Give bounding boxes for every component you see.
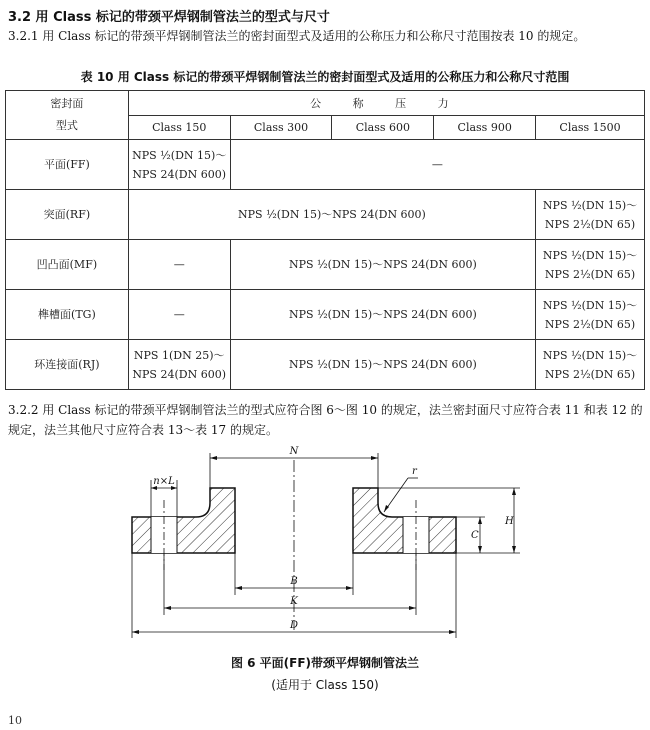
range-cell: NPS ½(DN 15)～NPS 24(DN 600)	[230, 290, 535, 340]
figure-subcaption: (适用于 Class 150)	[271, 678, 379, 692]
page-number: 10	[8, 714, 22, 727]
pressure-header: 公 称 压 力	[128, 91, 644, 116]
face-type-cell: 平面(FF)	[6, 140, 129, 190]
range-cell: NPS ½(DN 15)～NPS 24(DN 600)	[230, 240, 535, 290]
range-cell: NPS ½(DN 15)～ NPS 2½(DN 65)	[536, 240, 645, 290]
table-row	[6, 290, 645, 340]
label-h: H	[505, 516, 514, 527]
face-type-cell: 凹凸面(MF)	[6, 240, 129, 290]
range-cell: NPS ½(DN 15)～NPS 24(DN 600)	[128, 190, 535, 240]
face-type-cell: 环连接面(RJ)	[6, 340, 129, 390]
range-cell: —	[128, 290, 230, 340]
label-n: N	[289, 446, 299, 457]
class-header: Class 150	[128, 116, 230, 140]
label-b: B	[290, 576, 298, 587]
table-caption: 表 10 用 Class 标记的带颈平焊钢制管法兰的密封面型式及适用的公称压力和公称尺寸范围	[80, 70, 570, 84]
range-cell: NPS ½(DN 15)～ NPS 24(DN 600)	[128, 140, 230, 190]
section-heading: 3.2 用 Class 标记的带颈平焊钢制管法兰的型式与尺寸	[8, 10, 330, 25]
face-type-cell: 榫槽面(TG)	[6, 290, 129, 340]
flange-section-left	[132, 488, 235, 553]
label-nxl: n×L	[153, 476, 175, 487]
range-cell: NPS ½(DN 15)～ NPS 2½(DN 65)	[536, 190, 645, 240]
face-type-cell: 突面(RF)	[6, 190, 129, 240]
paragraph-3-2-1: 3.2.1 用 Class 标记的带颈平焊钢制管法兰的密封面型式及适用的公称压力和公称尺寸范围按表 10 的规定。	[8, 29, 586, 43]
label-r: r	[412, 466, 417, 477]
paragraph-3-2-2: 3.2.2 用 Class 标记的带颈平焊钢制管法兰的型式应符合图 6～图 10 的规定，法兰密封面尺寸应符合表 11 和表 12 的规定，法兰其他尺寸应符合表 13～表 17 的规定。	[8, 403, 643, 437]
flange-drawing	[0, 440, 650, 650]
figure-caption: 图 6 平面(FF)带颈平焊钢制管法兰	[230, 656, 420, 670]
range-cell: NPS ½(DN 15)～ NPS 2½(DN 65)	[536, 290, 645, 340]
pressure-range-table	[5, 90, 645, 390]
label-c: C	[471, 530, 479, 541]
table-row	[6, 340, 645, 390]
label-d: D	[289, 620, 299, 631]
class-header: Class 600	[332, 116, 434, 140]
table-row	[6, 240, 645, 290]
range-cell: NPS 1(DN 25)～ NPS 24(DN 600)	[128, 340, 230, 390]
label-k: K	[290, 596, 298, 607]
face-type-header: 密封面 型式	[6, 91, 129, 140]
table-row	[6, 140, 645, 190]
class-header: Class 900	[434, 116, 536, 140]
class-header: Class 1500	[536, 116, 645, 140]
range-cell: NPS ½(DN 15)～ NPS 2½(DN 65)	[536, 340, 645, 390]
range-cell: NPS ½(DN 15)～NPS 24(DN 600)	[230, 340, 535, 390]
table-row	[6, 190, 645, 240]
range-cell: —	[230, 140, 644, 190]
range-cell: —	[128, 240, 230, 290]
class-header: Class 300	[230, 116, 332, 140]
